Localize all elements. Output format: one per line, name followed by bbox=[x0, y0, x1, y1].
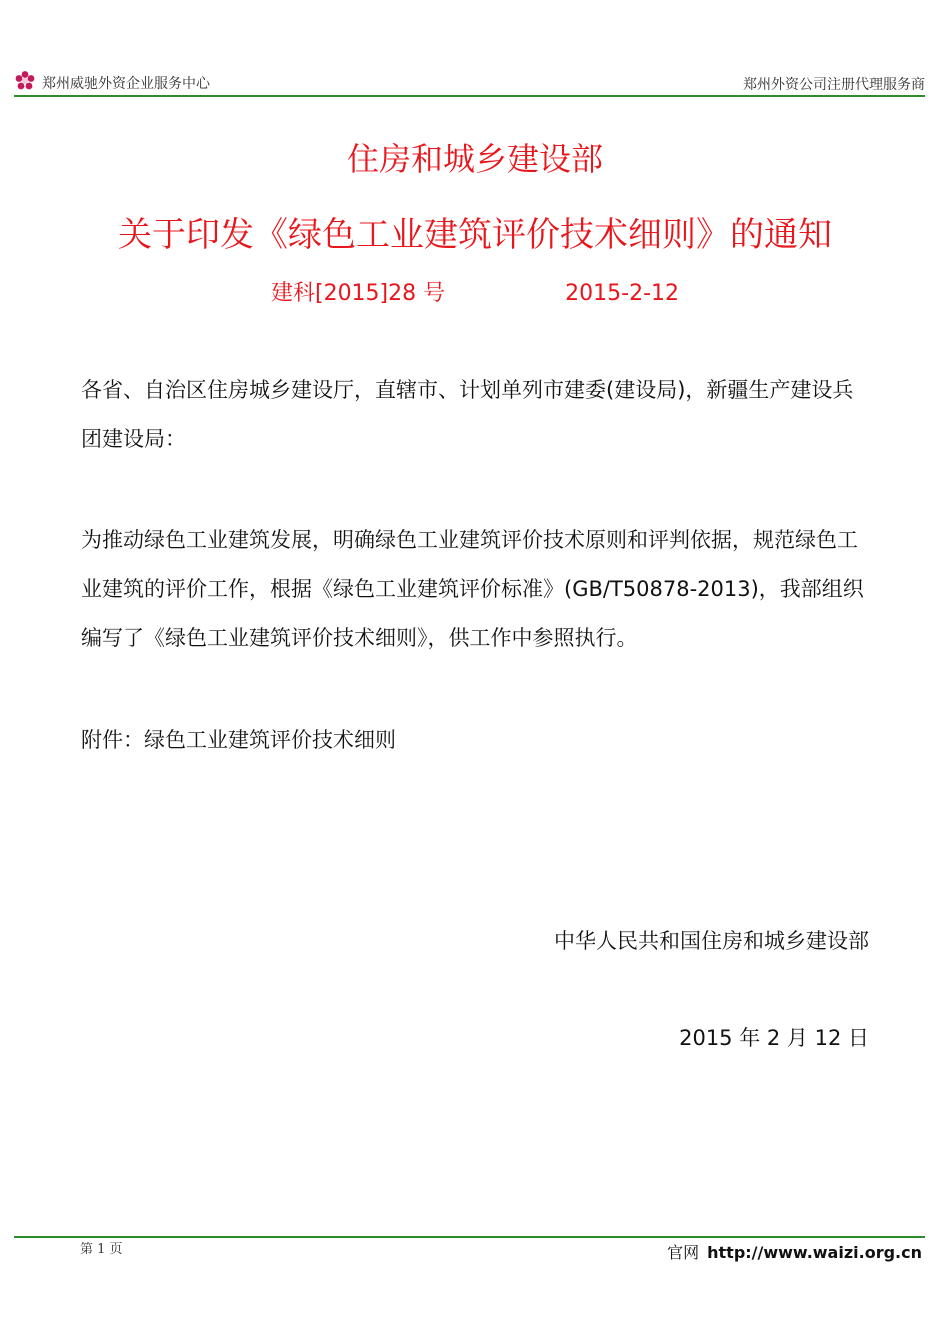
footer-divider bbox=[14, 1236, 925, 1238]
signature-date: 2015 年 2 月 12 日 bbox=[679, 1026, 869, 1050]
footer-site bbox=[667, 1240, 922, 1263]
header-divider bbox=[14, 95, 925, 97]
paragraph-body: 为推动绿色工业建筑发展，明确绿色工业建筑评价技术原则和评判依据，规范绿色工业建筑的评价工作，根据《绿色工业建筑评价标准》(GB/T50878-2013)，我部组织编写了《绿色工业建筑评价技术细则》，供工作中参照执行。 bbox=[81, 528, 864, 650]
header-right-text: 郑州外资公司注册代理服务商 bbox=[743, 77, 925, 93]
page-header bbox=[14, 66, 925, 96]
header-left-text: 郑州威驰外资企业服务中心 bbox=[42, 76, 210, 92]
page-number: 第 1 页 bbox=[80, 1242, 123, 1257]
document-title-line2: 关于印发《绿色工业建筑评价技术细则》的通知 bbox=[118, 215, 832, 255]
signature-organization: 中华人民共和国住房和城乡建设部 bbox=[554, 929, 869, 953]
site-url-link[interactable]: http://www.waizi.org.cn bbox=[707, 1243, 922, 1262]
document-date: 2015-2-12 bbox=[565, 281, 679, 306]
document-number: 建科[2015]28 号 bbox=[270, 281, 446, 306]
document-title-line1: 住房和城乡建设部 bbox=[346, 140, 603, 178]
flower-logo-icon bbox=[14, 70, 36, 96]
header-brand bbox=[14, 70, 210, 96]
document-number-line bbox=[0, 276, 950, 307]
site-label: 官网 bbox=[667, 1243, 700, 1262]
paragraph-attachment: 附件：绿色工业建筑评价技术细则 bbox=[81, 728, 396, 752]
paragraph-addressees: 各省、自治区住房城乡建设厅，直辖市、计划单列市建委(建设局)，新疆生产建设兵团建设局： bbox=[81, 378, 854, 451]
